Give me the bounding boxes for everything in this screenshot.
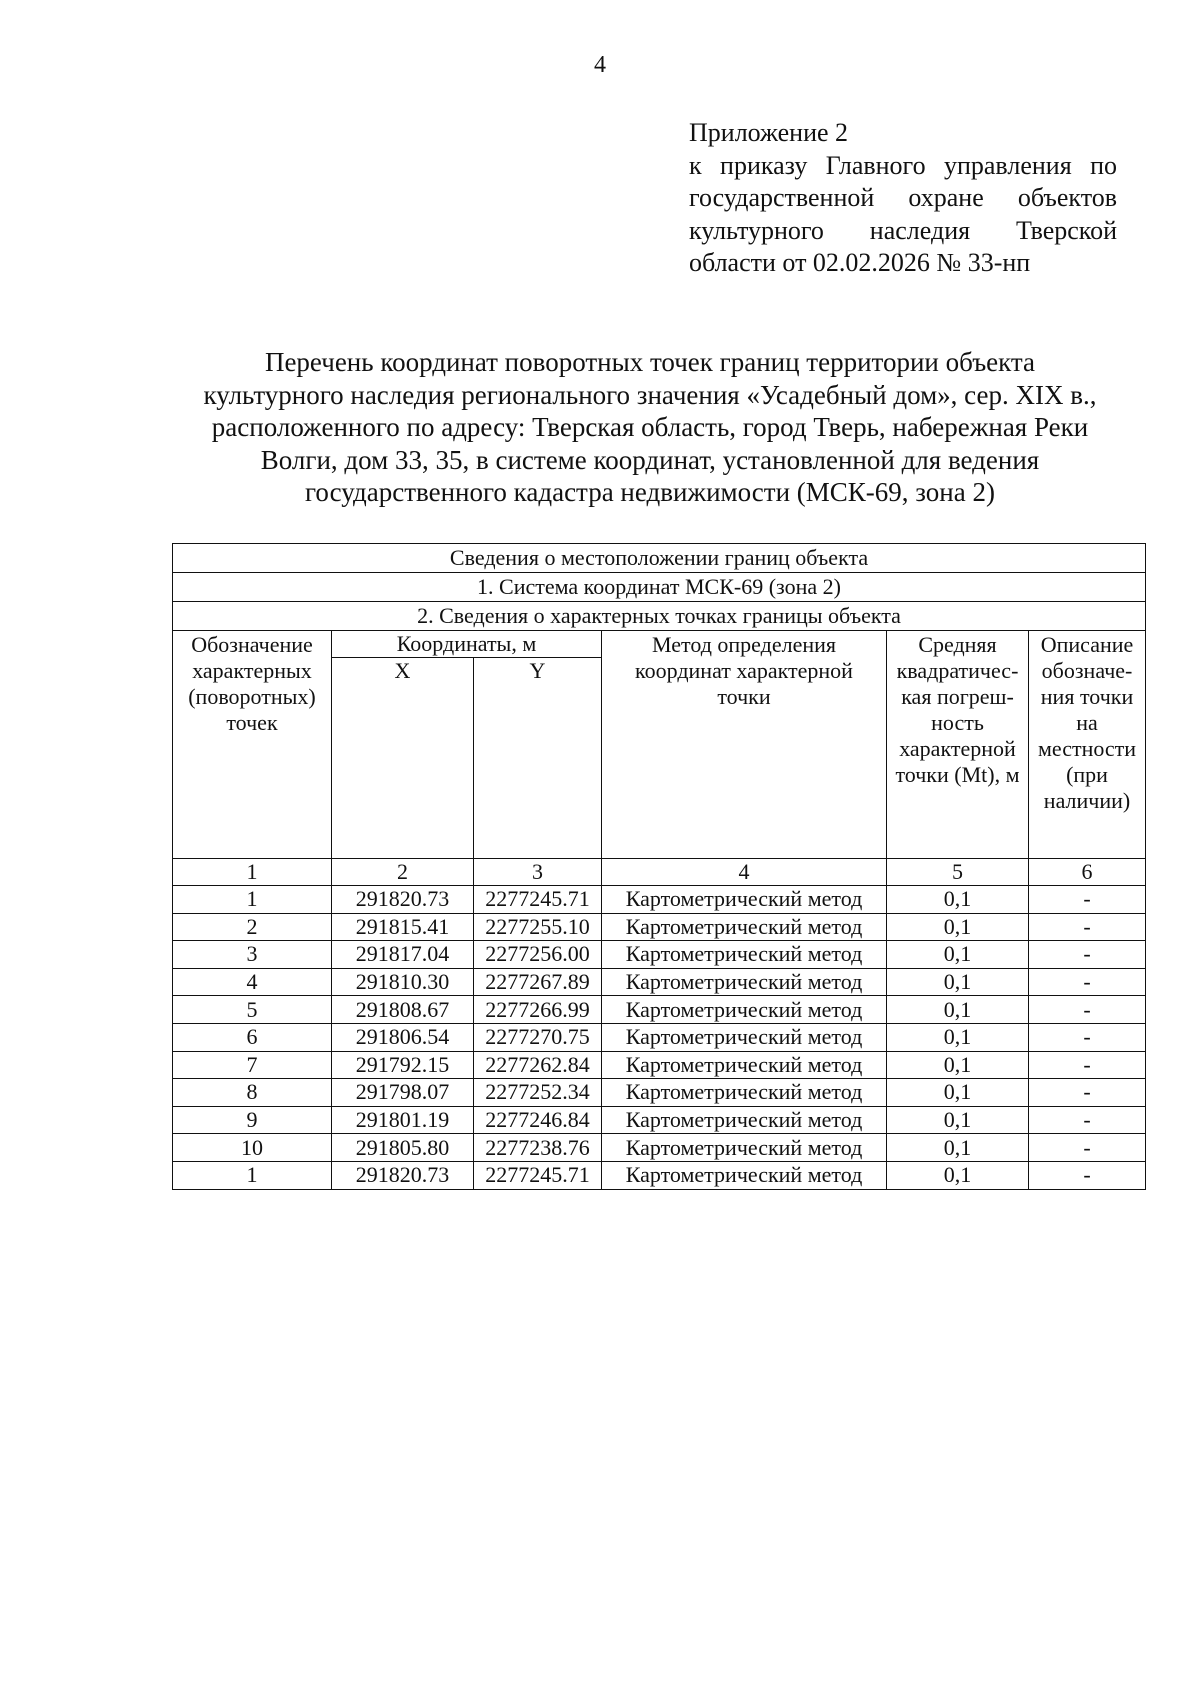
appendix-line: области от 02.02.2026 № 33-нп	[689, 248, 1031, 277]
table-row	[173, 913, 1146, 941]
cell-description: -	[1029, 996, 1146, 1024]
cell-method: Картометрический метод	[602, 1134, 887, 1162]
section-row	[173, 602, 1146, 631]
appendix-line: Приложение 2	[689, 118, 849, 147]
table-row	[173, 886, 1146, 914]
cell-error: 0,1	[887, 941, 1029, 969]
header-text: обозначе-	[1041, 658, 1133, 683]
column-number: 2	[332, 859, 474, 886]
cell-error: 0,1	[887, 1161, 1029, 1189]
section-heading-coordinate-system: 1. Система координат МСК-69 (зона 2)	[173, 573, 1146, 602]
cell-y: 2277267.89	[474, 968, 602, 996]
cell-y: 2277245.71	[474, 886, 602, 914]
cell-point: 1	[173, 886, 332, 914]
header-text: местности	[1037, 736, 1137, 761]
header-x: X	[332, 658, 474, 859]
cell-method: Картометрический метод	[602, 968, 887, 996]
column-number: 3	[474, 859, 602, 886]
header-text: характерной	[899, 736, 1016, 761]
cell-description: -	[1029, 1023, 1146, 1051]
cell-error: 0,1	[887, 1051, 1029, 1079]
cell-x: 291808.67	[332, 996, 474, 1024]
cell-method: Картометрический метод	[602, 913, 887, 941]
cell-y: 2277245.71	[474, 1161, 602, 1189]
section-heading-points: 2. Сведения о характерных точках границы объекта	[173, 602, 1146, 631]
table-row	[173, 1079, 1146, 1107]
header-error	[887, 631, 1029, 859]
header-row	[173, 631, 1146, 658]
cell-description: -	[1029, 913, 1146, 941]
header-text: характерных	[192, 658, 312, 683]
cell-y: 2277246.84	[474, 1106, 602, 1134]
cell-error: 0,1	[887, 1134, 1029, 1162]
cell-method: Картометрический метод	[602, 1051, 887, 1079]
cell-description: -	[1029, 1134, 1146, 1162]
cell-x: 291810.30	[332, 968, 474, 996]
table-row	[173, 941, 1146, 969]
column-number: 1	[173, 859, 332, 886]
cell-description: -	[1029, 1079, 1146, 1107]
cell-x: 291820.73	[332, 1161, 474, 1189]
table-row	[173, 1051, 1146, 1079]
cell-method: Картометрический метод	[602, 996, 887, 1024]
page-number: 4	[594, 52, 606, 78]
table-row	[173, 1134, 1146, 1162]
header-text: наличии)	[1043, 788, 1131, 813]
cell-method: Картометрический метод	[602, 1079, 887, 1107]
cell-x: 291815.41	[332, 913, 474, 941]
header-text: точки	[717, 684, 771, 709]
section-row	[173, 573, 1146, 602]
header-text: на	[1076, 710, 1098, 735]
header-description	[1029, 631, 1146, 859]
cell-x: 291792.15	[332, 1051, 474, 1079]
cell-y: 2277262.84	[474, 1051, 602, 1079]
cell-point: 5	[173, 996, 332, 1024]
header-text: Обозначение	[191, 632, 313, 657]
cell-error: 0,1	[887, 1023, 1029, 1051]
header-text: ния точки	[1040, 684, 1134, 709]
cell-error: 0,1	[887, 886, 1029, 914]
cell-description: -	[1029, 1051, 1146, 1079]
table-row	[173, 1106, 1146, 1134]
title-line: Волги, дом 33, 35, в системе координат, установленной для ведения	[260, 444, 1040, 475]
column-number: 4	[602, 859, 887, 886]
table-row	[173, 1161, 1146, 1189]
cell-point: 10	[173, 1134, 332, 1162]
cell-y: 2277252.34	[474, 1079, 602, 1107]
cell-method: Картометрический метод	[602, 1106, 887, 1134]
section-row	[173, 544, 1146, 573]
header-text: Описание	[1040, 632, 1134, 657]
cell-method: Картометрический метод	[602, 1023, 887, 1051]
header-y: Y	[474, 658, 602, 859]
cell-point: 9	[173, 1106, 332, 1134]
cell-x: 291806.54	[332, 1023, 474, 1051]
column-number-row	[173, 859, 1146, 886]
title-line: государственного кадастра недвижимости (МСК-69, зона 2)	[305, 477, 995, 507]
cell-y: 2277256.00	[474, 941, 602, 969]
header-text: квадратичес-	[896, 658, 1019, 683]
header-text: Средняя	[918, 632, 997, 657]
cell-error: 0,1	[887, 913, 1029, 941]
cell-point: 3	[173, 941, 332, 969]
coordinates-table	[172, 543, 1146, 1190]
cell-error: 0,1	[887, 1106, 1029, 1134]
appendix-line: культурного наследия Тверской	[689, 215, 1117, 245]
table-body	[173, 886, 1146, 1190]
cell-error: 0,1	[887, 996, 1029, 1024]
cell-error: 0,1	[887, 1079, 1029, 1107]
title-line: Перечень координат поворотных точек границ территории объекта	[264, 347, 1036, 377]
header-text: (поворотных)	[188, 684, 316, 709]
title-line: расположенного по адресу: Тверская область, город Тверь, набережная Реки	[211, 412, 1089, 442]
header-text: (при	[1066, 762, 1108, 787]
cell-point: 1	[173, 1161, 332, 1189]
title-line: культурного наследия регионального значения «Усадебный дом», сер. XIX в.,	[203, 379, 1097, 410]
table-row	[173, 1023, 1146, 1051]
cell-description: -	[1029, 886, 1146, 914]
cell-x: 291801.19	[332, 1106, 474, 1134]
appendix-line: государственной охране объектов	[689, 183, 1117, 212]
cell-y: 2277266.99	[474, 996, 602, 1024]
cell-point: 2	[173, 913, 332, 941]
header-text: координат характерной	[635, 658, 853, 683]
cell-method: Картометрический метод	[602, 941, 887, 969]
cell-description: -	[1029, 941, 1146, 969]
table-row	[173, 996, 1146, 1024]
column-number: 5	[887, 859, 1029, 886]
header-point	[173, 631, 332, 859]
cell-x: 291798.07	[332, 1079, 474, 1107]
cell-point: 8	[173, 1079, 332, 1107]
table-row	[173, 968, 1146, 996]
cell-x: 291817.04	[332, 941, 474, 969]
cell-x: 291805.80	[332, 1134, 474, 1162]
header-text: Метод определения	[651, 632, 837, 657]
cell-y: 2277270.75	[474, 1023, 602, 1051]
cell-description: -	[1029, 1106, 1146, 1134]
header-text: кая погреш-	[901, 684, 1014, 709]
cell-method: Картометрический метод	[602, 1161, 887, 1189]
cell-description: -	[1029, 1161, 1146, 1189]
cell-y: 2277238.76	[474, 1134, 602, 1162]
header-text: ность	[931, 710, 984, 735]
cell-y: 2277255.10	[474, 913, 602, 941]
header-text: точки (Mt), м	[895, 762, 1020, 787]
header-coordinates: Координаты, м	[332, 631, 602, 658]
appendix-block	[689, 117, 1117, 280]
cell-point: 6	[173, 1023, 332, 1051]
cell-x: 291820.73	[332, 886, 474, 914]
appendix-line: к приказу Главного управления по	[689, 150, 1117, 180]
section-heading-location: Сведения о местоположении границ объекта	[173, 544, 1146, 573]
cell-method: Картометрический метод	[602, 886, 887, 914]
cell-description: -	[1029, 968, 1146, 996]
header-text: точек	[226, 710, 278, 735]
cell-error: 0,1	[887, 968, 1029, 996]
document-title	[160, 346, 1140, 509]
column-number: 6	[1029, 859, 1146, 886]
header-method	[602, 631, 887, 859]
cell-point: 4	[173, 968, 332, 996]
cell-point: 7	[173, 1051, 332, 1079]
